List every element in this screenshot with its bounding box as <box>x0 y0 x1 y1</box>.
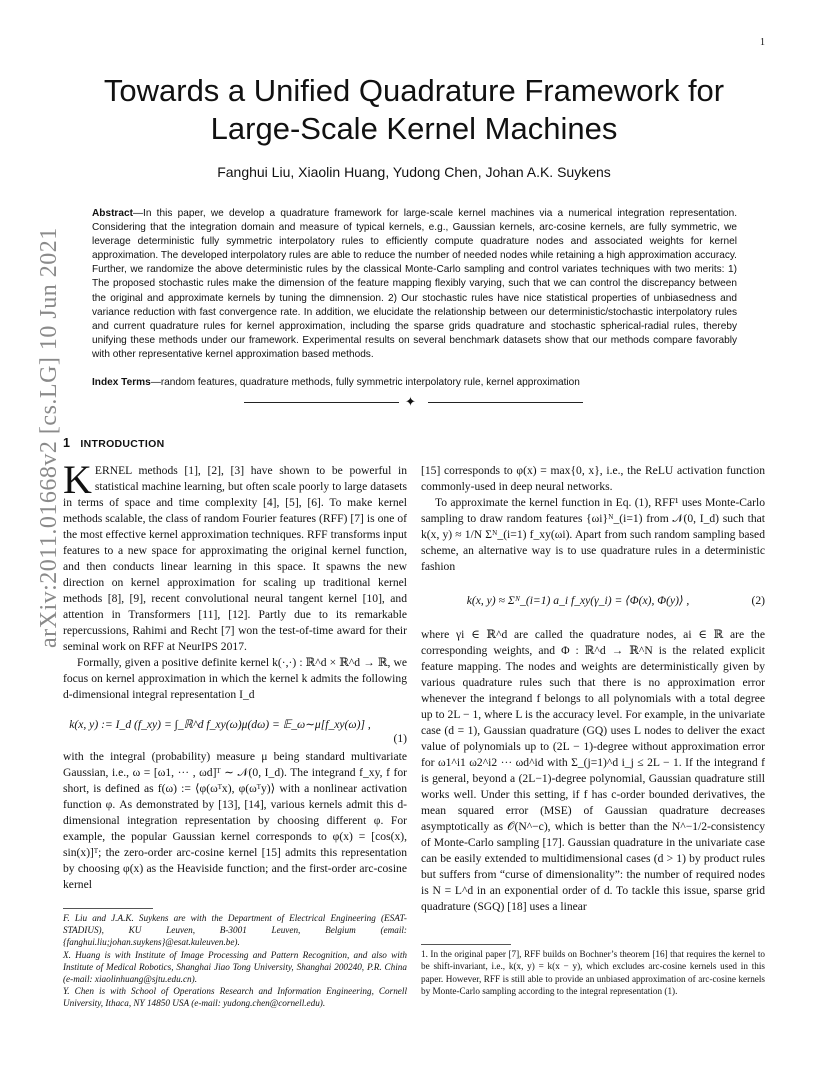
affiliation-huang: X. Huang is with Institute of Image Processing and Pattern Recognition, and also with Institute of Medical Robotics, Shanghai Jiao Tong University, Shanghai 200240, P.R. China (e-mail: xiaolinhuang@sjtu.edu.cn). <box>63 949 407 985</box>
equation-2 <box>421 581 765 621</box>
page-number: 1 <box>760 37 765 48</box>
equation-2-number: (2) <box>751 594 765 607</box>
abstract <box>92 207 737 362</box>
affiliation-liu-suykens: F. Liu and J.A.K. Suykens are with the Department of Electrical Engineering (ESAT-STADIUS), KU Leuven, B-3001 Leuven, Belgium (email: {fanghui.liu;johan.suykens}@esat.kuleuven.be). <box>63 913 407 948</box>
equation-1-number: (1) <box>393 732 407 745</box>
section-title: INTRODUCTION <box>80 438 165 450</box>
footnote-rule <box>63 908 153 909</box>
right-paragraph-3: where γi ∈ ℝ^d are called the quadrature nodes, ai ∈ ℝ are the corresponding weights, and Φ : ℝ^d → ℝ^N is the related explicit feature mapping. The nodes and weights are deterministically given by various quadrature rules such that there is no approximation error whenever the integrand f belongs to all polynomials with a total degree up to 2L − 1, where L is the accuracy level. For example, in the univariate case (d = 1), Gaussian quadrature (GQ) uses L nodes to deliver the exact value of polynomials up to (2L − 1)-degree without approximation error for ω1^i1 ω2^i2 ··· ωd^id with Σ_(j=1)^d i_j ≤ 2L − 1. If the integrand f is general, beyond a (2L−1)-degree polynomial, Gaussian quadrature still works well. Under this setting, if f has c-order bounded derivatives, the mean squared error (MSE) of Gaussian quadrature decreases asymptotically as 𝒪(N^−c), which is better than the N^−1/2-consistency of Monte-Carlo sampling [17]. Gaussian quadrature in the univariate case can be easily extended to multidimensional cases (d > 1) by product rules but suffers from “curse of dimensionality”: the number of required nodes is N = L^d in an exponential order of d. To tackle this issue, sparse grid quadrature (SGQ) [18] uses a linear <box>421 628 765 913</box>
section-number: 1 <box>63 436 70 450</box>
affiliation-footnotes <box>63 912 407 1010</box>
footnote-rule-right <box>421 944 511 945</box>
intro-paragraph-2: Formally, given a positive definite kernel k(·,·) : ℝ^d × ℝ^d → ℝ, we focus on kernel approximation in which the kernel k admits the following d-dimensional integral representation I_d <box>63 656 407 701</box>
right-paragraph-2: To approximate the kernel function in Eq. (1), RFF¹ uses Monte-Carlo sampling to draw random features {ωi}ᴺ_(i=1) from 𝒩(0, I_d) such that k(x, y) ≈ 1/N Σᴺ_(i=1) f_xy(ωi). Apart from such random sampling based scheme, an alternative way is to use quadrature rules in a deterministic fashion <box>421 496 765 573</box>
equation-2-body: k(x, y) ≈ Σᴺ_(i=1) a_i f_xy(γ_i) = ⟨Φ(x), Φ(y)⟩ , <box>466 594 690 607</box>
separator-diamond-icon: ✦ <box>405 394 416 409</box>
index-terms-text: —random features, quadrature methods, fully symmetric interpolatory rule, kernel approximation <box>150 377 580 388</box>
right-column <box>421 463 765 915</box>
affiliation-chen: Y. Chen is with School of Operations Research and Information Engineering, Cornell University, Ithaca, NY 14850 USA (e-mail: yudong.chen@cornell.edu). <box>63 986 407 1009</box>
index-terms <box>92 376 737 390</box>
abstract-text: —In this paper, we develop a quadrature framework for large-scale kernel machines via a numerical integration representation. Considering that the integration domain and measure of typical kernels, e.g., Gaussian kernels, arc-cosine kernels, are fully symmetric, we leverage deterministic fully symmetric interpolatory rules to efficiently compute quadrature nodes and associated weights for kernel approximation. The developed interpolatory rules are able to reduce the number of needed nodes while retaining a high approximation accuracy. Further, we randomize the above deterministic rules by the classical Monte-Carlo sampling and control variates techniques with two merits: 1) The proposed stochastic rules make the dimension of the feature mapping flexibly varying, such that we can control the discrepancy between the original and approximate kernels by tuning the dimnension. 2) Our stochastic rules have nice statistical properties of unbiasedness and variance reduction with fast convergence rate. In addition, we elucidate the relationship between our deterministic/stochastic interpolatory rules and current quadrature rules for kernel approximation, including the sparse grids quadrature and stochastic spherical-radial rules, thereby unifying these methods under our framework. Experimental results on several benchmark datasets show that our methods compare favorably with other representative kernel approximation based methods. <box>92 208 737 360</box>
title-line-1: Towards a Unified Quadrature Framework for <box>103 73 725 108</box>
intro-paragraph-1-text: ERNEL methods [1], [2], [3] have shown to be powerful in statistical machine learning, but often scale poorly to large datasets in terms of space and time complexity [4], [5], [6]. To make kernel methods scalable, the class of random Fourier features (RFF) [7] is one of the most effective kernel approximation techniques. RFF transforms input features to a new space for approximating the original kernel function, and then conducts linear learning in this space. It spawns the new direction on kernel approximation for scaling up traditional kernel methods [8], [9], recent convolutional neural tangent kernel [10], and attention in Transformers [11], [12]. Partly due to its remarkable repercussions, Rahimi and Recht [7] won the test-of-time award for their seminal work on RFF at NeurIPS 2017. <box>63 464 407 653</box>
intro-paragraph-3: with the integral (probability) measure μ being standard multivariate Gaussian, i.e., ω = [ω1, ··· , ωd]ᵀ ∼ 𝒩(0, I_d). The integrand f_xy, f for short, is defined as f(ω) := ⟨φ(ωᵀx), φ(ωᵀy)⟩ with a nonlinear activation function φ. As demonstrated by [13], [14], various kernels admit this d-dimensional integration representation by choosing different φ. For example, the popular Gaussian kernel corresponds to φ(x) = [cos(x), sin(x)]ᵀ; the zero-order arc-cosine kernel [15] admits this representation by choosing φ(x) as the Heaviside function; and the first-order arc-cosine kernel <box>63 750 407 891</box>
separator-left <box>244 402 399 403</box>
separator-right <box>428 402 583 403</box>
title-line-2: Large-Scale Kernel Machines <box>210 111 618 146</box>
equation-1 <box>63 709 407 743</box>
intro-paragraph-1 <box>63 457 407 655</box>
section-heading <box>63 436 164 450</box>
footnote-1: 1. In the original paper [7], RFF builds on Bochner’s theorem [16] that requires the kernel to be shift-invariant, i.e., k(x, y) = k(x − y), which excludes arc-cosine kernels used in this paper. However, RFF is still able to provide an unbiased approximation of arc-cosine kernels by Monte-Carlo sampling according to the integral representation (1). <box>421 949 765 997</box>
paper-title <box>70 72 758 148</box>
left-column <box>63 457 407 893</box>
abstract-label: Abstract <box>92 208 133 219</box>
index-terms-label: Index Terms <box>92 377 151 388</box>
arxiv-stamp: arXiv:2011.01668v2 [cs.LG] 10 Jun 2021 <box>36 227 62 648</box>
equation-1-body: k(x, y) := I_d (f_xy) = ∫_ℝ^d f_xy(ω)μ(dω) = 𝔼_ω∼μ[f_xy(ω)] , <box>69 718 371 731</box>
right-paragraph-1: [15] corresponds to φ(x) = max{0, x}, i.e., the ReLU activation function commonly-used in deep neural networks. <box>421 464 765 493</box>
drop-cap: K <box>63 457 92 502</box>
author-list: Fanghui Liu, Xiaolin Huang, Yudong Chen, Johan A.K. Suykens <box>217 164 611 180</box>
